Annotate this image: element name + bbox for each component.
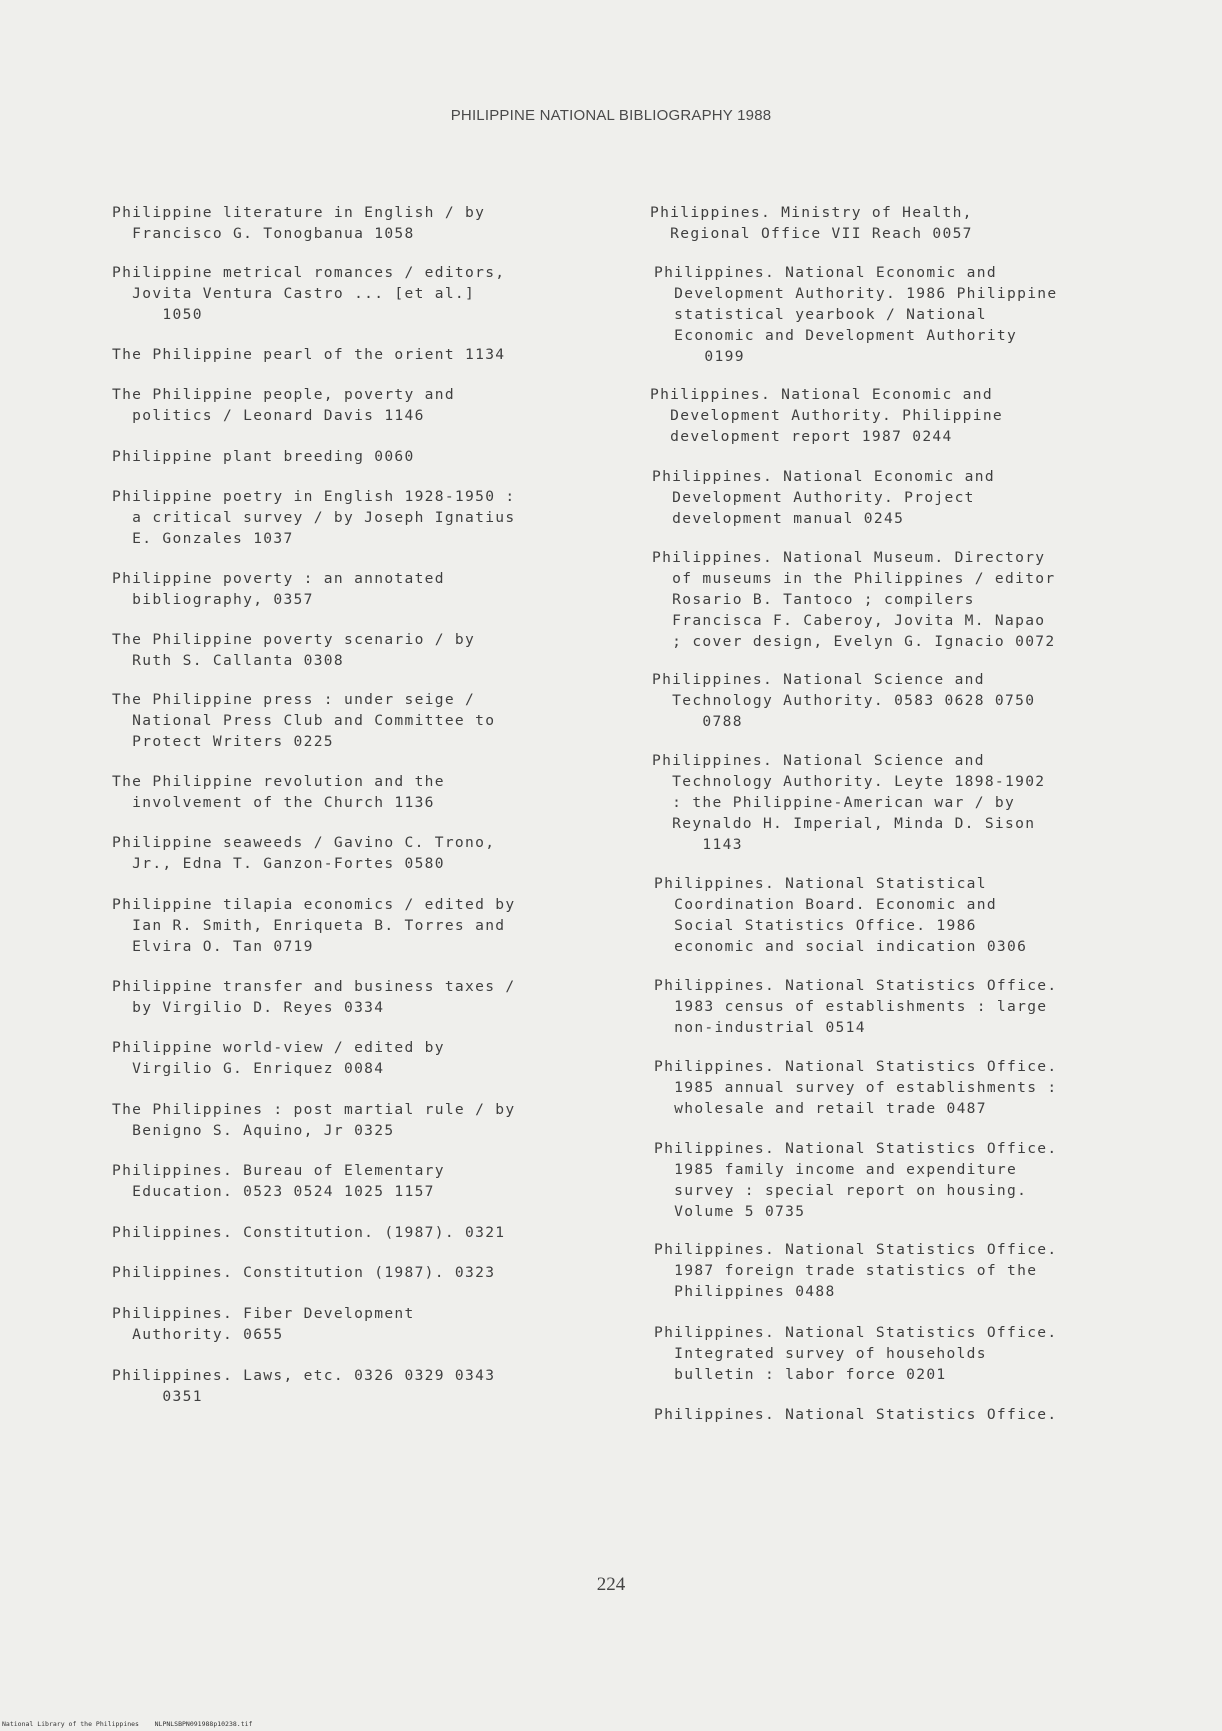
bibliography-entry <box>112 629 475 671</box>
entry-line: Philippine transfer and business taxes / <box>112 978 516 995</box>
entry-line: Volume 5 0735 <box>654 1203 806 1220</box>
entry-line: Philippines. Laws, etc. 0326 0329 0343 <box>112 1367 496 1384</box>
entry-line: Philippine metrical romances / editors, <box>112 264 506 281</box>
entry-line: The Philippine press : under seige / <box>112 691 476 708</box>
entry-line: Philippine poetry in English 1928-1950 : <box>112 488 516 505</box>
entry-line: wholesale and retail trade 0487 <box>654 1100 987 1117</box>
entry-line: Philippines. National Statistics Office. <box>654 1406 1058 1423</box>
bibliography-entry <box>112 262 505 325</box>
footer-note: National Library of the Philippines NLPNLSBPN091988p10238.tif <box>2 1720 253 1728</box>
entry-line: Elvira O. Tan 0719 <box>112 938 314 955</box>
bibliography-entry <box>652 466 995 529</box>
entry-line: Philippines. National Statistics Office. <box>654 1241 1058 1258</box>
entry-line: Philippines. National Economic and <box>650 386 993 403</box>
entry-line: Regional Office VII Reach 0057 <box>650 225 973 242</box>
entry-line: Rosario B. Tantoco ; compilers <box>652 591 975 608</box>
entry-line: 0351 <box>112 1388 203 1405</box>
entry-line: development report 1987 0244 <box>650 428 953 445</box>
entry-line: Development Authority. Philippine <box>650 407 1004 424</box>
entry-line: Jr., Edna T. Ganzon-Fortes 0580 <box>112 855 445 872</box>
entry-line: Benigno S. Aquino, Jr 0325 <box>112 1122 395 1139</box>
bibliography-entry <box>650 202 973 244</box>
entry-line: The Philippine people, poverty and <box>112 386 455 403</box>
entry-line: Technology Authority. 0583 0628 0750 <box>652 692 1036 709</box>
entry-line: National Press Club and Committee to <box>112 712 496 729</box>
bibliography-entry <box>654 975 1057 1038</box>
entry-line: Ruth S. Callanta 0308 <box>112 652 344 669</box>
bibliography-entry <box>650 384 1003 447</box>
bibliography-entry <box>652 669 1035 732</box>
right-column <box>650 202 1210 1442</box>
bibliography-entry <box>652 547 1055 652</box>
entry-line: Philippines. Constitution. (1987). 0321 <box>112 1224 506 1241</box>
entry-line: Philippines. National Statistics Office. <box>654 1058 1058 1075</box>
entry-line: politics / Leonard Davis 1146 <box>112 407 425 424</box>
entry-line: Coordination Board. Economic and <box>654 896 997 913</box>
entry-line: 1985 family income and expenditure <box>654 1161 1018 1178</box>
entry-line: Philippines. Bureau of Elementary <box>112 1162 445 1179</box>
bibliography-entry <box>654 262 1057 367</box>
bibliography-entry <box>112 1037 445 1079</box>
entry-line: Philippines. National Statistics Office. <box>654 1324 1058 1341</box>
entry-line: a critical survey / by Joseph Ignatius <box>112 509 516 526</box>
entry-line: 1143 <box>652 836 743 853</box>
entry-line: bibliography, 0357 <box>112 591 314 608</box>
entry-line: Ian R. Smith, Enriqueta B. Torres and <box>112 917 506 934</box>
bibliography-entry <box>112 1365 495 1407</box>
left-column <box>112 202 632 1442</box>
bibliography-entry <box>654 1239 1057 1302</box>
bibliography-entry <box>654 1322 1057 1385</box>
entry-line: Education. 0523 0524 1025 1157 <box>112 1183 435 1200</box>
entry-line: The Philippine revolution and the <box>112 773 445 790</box>
entry-line: E. Gonzales 1037 <box>112 530 294 547</box>
entry-line: Integrated survey of households <box>654 1345 987 1362</box>
entry-line: Philippines. Ministry of Health, <box>650 204 973 221</box>
entry-line: bulletin : labor force 0201 <box>654 1366 947 1383</box>
entry-line: Philippines. National Statistics Office. <box>654 1140 1058 1157</box>
bibliography-entry <box>654 873 1027 957</box>
entry-line: : the Philippine-American war / by <box>652 794 1016 811</box>
entry-line: ; cover design, Evelyn G. Ignacio 0072 <box>652 633 1056 650</box>
bibliography-entry <box>112 1160 445 1202</box>
entry-line: of museums in the Philippines / editor <box>652 570 1056 587</box>
entry-line: Francisco G. Tonogbanua 1058 <box>112 225 415 242</box>
bibliography-entry <box>112 568 445 610</box>
entry-line: survey : special report on housing. <box>654 1182 1028 1199</box>
bibliography-entry <box>112 689 495 752</box>
bibliography-entry <box>112 344 505 365</box>
bibliography-entry <box>654 1138 1057 1222</box>
bibliography-entry <box>112 832 495 874</box>
entry-line: 1985 annual survey of establishments : <box>654 1079 1058 1096</box>
entry-line: Francisca F. Caberoy, Jovita M. Napao <box>652 612 1046 629</box>
bibliography-entry <box>112 1303 415 1345</box>
entry-line: involvement of the Church 1136 <box>112 794 435 811</box>
entry-line: Philippines. Constitution (1987). 0323 <box>112 1264 496 1281</box>
bibliography-entry <box>112 1262 495 1283</box>
entry-line: Philippine literature in English / by <box>112 204 486 221</box>
entry-line: The Philippine poverty scenario / by <box>112 631 476 648</box>
entry-line: development manual 0245 <box>652 510 905 527</box>
entry-line: Reynaldo H. Imperial, Minda D. Sison <box>652 815 1036 832</box>
bibliography-entry <box>112 976 515 1018</box>
entry-line: statistical yearbook / National <box>654 306 987 323</box>
entry-line: economic and social indication 0306 <box>654 938 1028 955</box>
bibliography-entry <box>112 771 445 813</box>
bibliography-entry <box>654 1056 1057 1119</box>
entry-line: The Philippine pearl of the orient 1134 <box>112 346 506 363</box>
bibliography-entry <box>112 384 455 426</box>
entry-line: Philippines. National Economic and <box>652 468 995 485</box>
bibliography-entry <box>112 1222 505 1243</box>
bibliography-entry <box>654 1404 1057 1425</box>
bibliography-entry <box>112 894 515 957</box>
entry-line: 1050 <box>112 306 203 323</box>
entry-line: Philippines. National Statistical <box>654 875 987 892</box>
entry-line: Development Authority. 1986 Philippine <box>654 285 1058 302</box>
bibliography-entry <box>112 202 485 244</box>
entry-line: Social Statistics Office. 1986 <box>654 917 977 934</box>
entry-line: Philippines. National Science and <box>652 671 985 688</box>
bibliography-entry <box>652 750 1045 855</box>
entry-line: The Philippines : post martial rule / by <box>112 1101 516 1118</box>
entry-line: 1983 census of establishments : large <box>654 998 1048 1015</box>
page-number: 224 <box>596 1574 626 1595</box>
entry-line: Economic and Development Authority <box>654 327 1018 344</box>
entry-line: Jovita Ventura Castro ... [et al.] <box>112 285 476 302</box>
entry-line: Philippines. National Economic and <box>654 264 997 281</box>
page-header: PHILIPPINE NATIONAL BIBLIOGRAPHY 1988 <box>450 107 772 124</box>
entry-line: Protect Writers 0225 <box>112 733 334 750</box>
entry-line: Philippine tilapia economics / edited by <box>112 896 516 913</box>
entry-line: Philippine poverty : an annotated <box>112 570 445 587</box>
entry-line: Philippine seaweeds / Gavino C. Trono, <box>112 834 496 851</box>
bibliography-entry <box>112 446 415 467</box>
bibliography-entry <box>112 1099 515 1141</box>
entry-line: by Virgilio D. Reyes 0334 <box>112 999 385 1016</box>
entry-line: Philippines. National Statistics Office. <box>654 977 1058 994</box>
entry-line: 0199 <box>654 348 745 365</box>
entry-line: non-industrial 0514 <box>654 1019 866 1036</box>
bibliography-entry <box>112 486 515 549</box>
entry-line: Philippines. National Science and <box>652 752 985 769</box>
entry-line: Authority. 0655 <box>112 1326 284 1343</box>
entry-line: 1987 foreign trade statistics of the <box>654 1262 1038 1279</box>
entry-line: Development Authority. Project <box>652 489 975 506</box>
entry-line: Philippine plant breeding 0060 <box>112 448 415 465</box>
entry-line: Technology Authority. Leyte 1898-1902 <box>652 773 1046 790</box>
entry-line: Philippines. National Museum. Directory <box>652 549 1046 566</box>
entry-line: Philippines 0488 <box>654 1283 836 1300</box>
entry-line: Philippine world-view / edited by <box>112 1039 445 1056</box>
entry-line: Virgilio G. Enriquez 0084 <box>112 1060 385 1077</box>
entry-line: Philippines. Fiber Development <box>112 1305 415 1322</box>
entry-line: 0788 <box>652 713 743 730</box>
